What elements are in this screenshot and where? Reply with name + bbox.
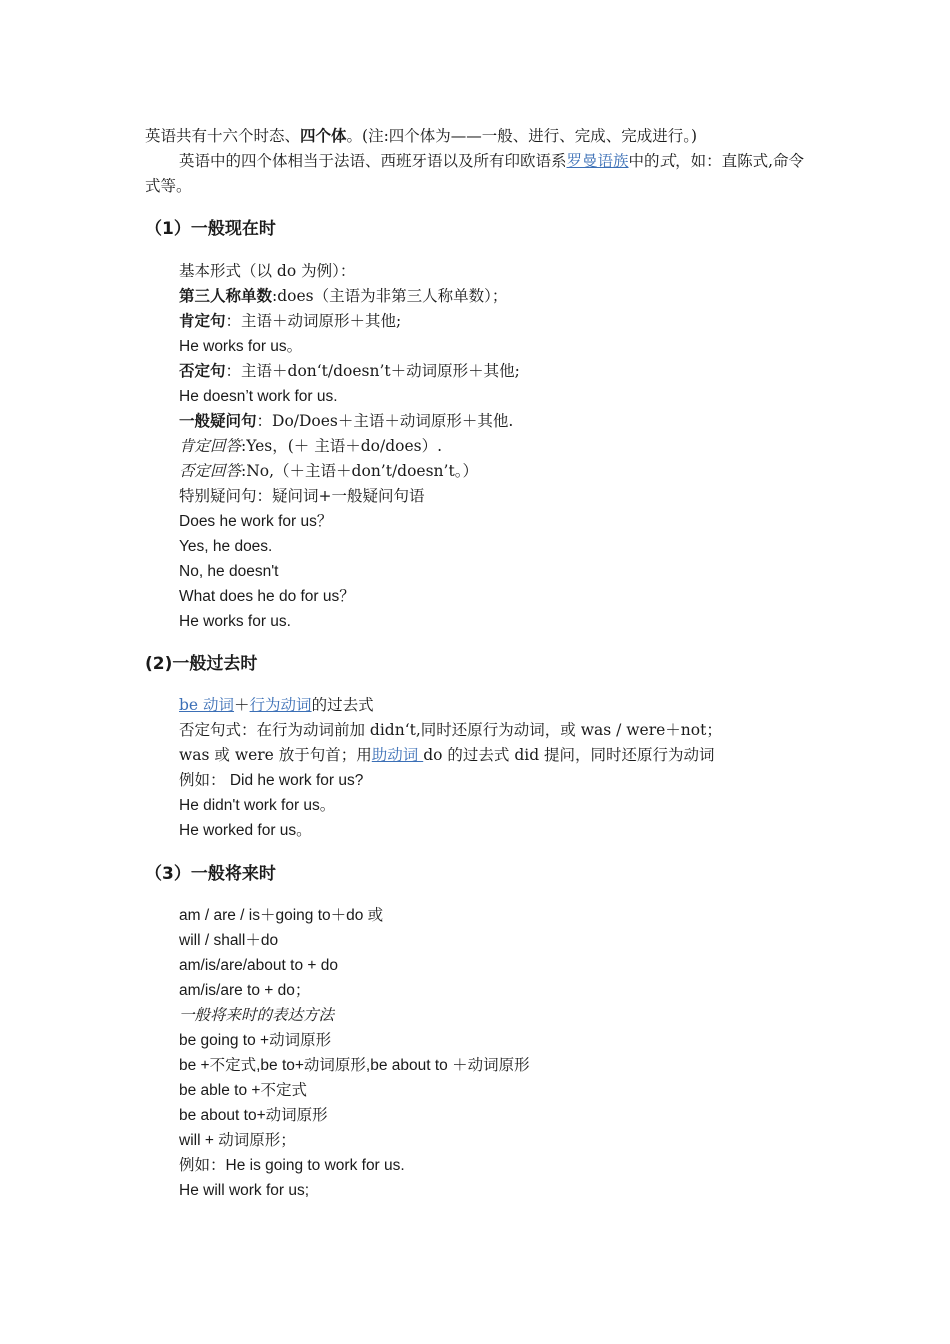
example-line: He will work for us; bbox=[179, 1182, 310, 1199]
future-form-line: am / are / is＋going to＋do 或 bbox=[179, 907, 384, 924]
example-label: 例如： bbox=[179, 771, 226, 789]
positive-answer-text: :Yes，(＋ 主语＋do/does）. bbox=[241, 437, 443, 455]
positive-answer-label: 肯定回答 bbox=[179, 437, 242, 455]
question-line bbox=[179, 409, 799, 434]
auxiliary-verb-link[interactable]: 助动词 bbox=[371, 746, 424, 764]
future-method-line: will + 动词原形； bbox=[179, 1132, 296, 1149]
example-line: He works for us. bbox=[179, 613, 291, 630]
plus-sign: ＋ bbox=[234, 696, 250, 714]
affirmative-line bbox=[179, 309, 799, 334]
be-verb-link[interactable]: be 动词 bbox=[179, 696, 235, 714]
affirmative-label: 肯定句 bbox=[179, 312, 226, 330]
section-3-heading: （3）一般将来时 bbox=[145, 864, 276, 884]
section-2-heading: (2)一般过去时 bbox=[145, 654, 258, 674]
intro-text: 英语中的四个体相当于法语、西班牙语以及所有印欧语系 bbox=[179, 152, 567, 170]
past-example-question bbox=[179, 768, 799, 793]
example-text: He is going to work for us. bbox=[225, 1157, 405, 1174]
past-question-text: do 的过去式 did 提问，同时还原行为动词 bbox=[423, 746, 715, 764]
negative-example: He doesn’t work for us. bbox=[179, 388, 338, 405]
intro-bold-term: 四个体 bbox=[300, 127, 347, 145]
future-form-line: am/is/are to + do； bbox=[179, 982, 311, 999]
intro-line-2 bbox=[145, 149, 810, 199]
positive-answer-line bbox=[179, 434, 799, 459]
future-form-line: will / shall＋do bbox=[179, 932, 279, 949]
negative-label: 否定句 bbox=[179, 362, 226, 380]
negative-text: ：主语＋don‘t/doesn’t＋动词原形＋其他; bbox=[225, 362, 520, 380]
section-1-heading: （1）一般现在时 bbox=[145, 219, 276, 239]
third-person-text: :does（主语为非第三人称单数）； bbox=[272, 287, 508, 305]
question-label: 一般疑问句 bbox=[179, 412, 257, 430]
example-label: 例如： bbox=[179, 1156, 226, 1174]
future-method-line: be going to +动词原形 bbox=[179, 1032, 332, 1049]
intro-paragraphs bbox=[145, 124, 810, 199]
intro-text: ，如：直陈式,命令式等。 bbox=[145, 152, 804, 195]
negative-answer-line bbox=[179, 459, 799, 484]
future-methods-title: 一般将来时的表达方法 bbox=[179, 1006, 335, 1024]
example-line: He didn't work for us。 bbox=[179, 797, 336, 814]
affirmative-text: ：主语＋动词原形＋其他; bbox=[225, 312, 402, 330]
basic-form-line: 基本形式（以 do 为例）： bbox=[179, 262, 356, 280]
special-question-line: 特别疑问句：疑问词+一般疑问句语 bbox=[179, 487, 425, 505]
past-negative-line: 否定句式：在行为动词前加 didn‘t,同时还原行为动词，或 was / were＋not； bbox=[179, 721, 722, 739]
negative-line bbox=[179, 359, 799, 384]
intro-note: 。(注:四个体为——一般、进行、完成、完成进行。) bbox=[346, 127, 698, 145]
intro-italic-term: 式 bbox=[659, 152, 676, 170]
intro-text: 英语共有十六个时态、 bbox=[145, 127, 301, 145]
example-text: Did he work for us? bbox=[225, 772, 364, 789]
negative-answer-label: 否定回答 bbox=[179, 462, 242, 480]
past-form-line bbox=[179, 693, 799, 718]
question-text: ：Do/Does＋主语＋动词原形＋其他. bbox=[256, 412, 514, 430]
future-form-line: am/is/are/about to + do bbox=[179, 957, 338, 974]
negative-answer-text: :No,（＋主语＋don’t/doesn’t。） bbox=[241, 462, 478, 480]
past-form-tail: 的过去式 bbox=[311, 696, 374, 714]
example-line: No, he doesn't bbox=[179, 563, 279, 580]
future-method-line: be able to +不定式 bbox=[179, 1082, 307, 1099]
intro-text: 中的 bbox=[628, 152, 660, 170]
example-line: What does he do for us？ bbox=[179, 588, 355, 605]
example-line: Yes, he does. bbox=[179, 538, 273, 555]
example-line: He worked for us。 bbox=[179, 822, 312, 839]
example-line: Does he work for us？ bbox=[179, 513, 333, 530]
future-example-line bbox=[179, 1153, 799, 1178]
future-method-line: be +不定式,be to+动词原形,be about to ＋动词原形 bbox=[179, 1057, 530, 1074]
past-question-text: was 或 were 放于句首；用 bbox=[179, 746, 372, 764]
affirmative-example: He works for us。 bbox=[179, 338, 303, 355]
romance-languages-link[interactable]: 罗曼语族 bbox=[566, 152, 629, 170]
future-method-line: be about to+动词原形 bbox=[179, 1107, 328, 1124]
section-3-content bbox=[179, 903, 799, 1203]
action-verb-link[interactable]: 行为动词 bbox=[249, 696, 312, 714]
section-2-content bbox=[179, 693, 799, 843]
intro-line-1 bbox=[145, 124, 810, 149]
past-question-line bbox=[179, 743, 799, 768]
section-1-content bbox=[179, 259, 799, 634]
third-person-line bbox=[179, 284, 799, 309]
third-person-label: 第三人称单数 bbox=[179, 287, 273, 305]
